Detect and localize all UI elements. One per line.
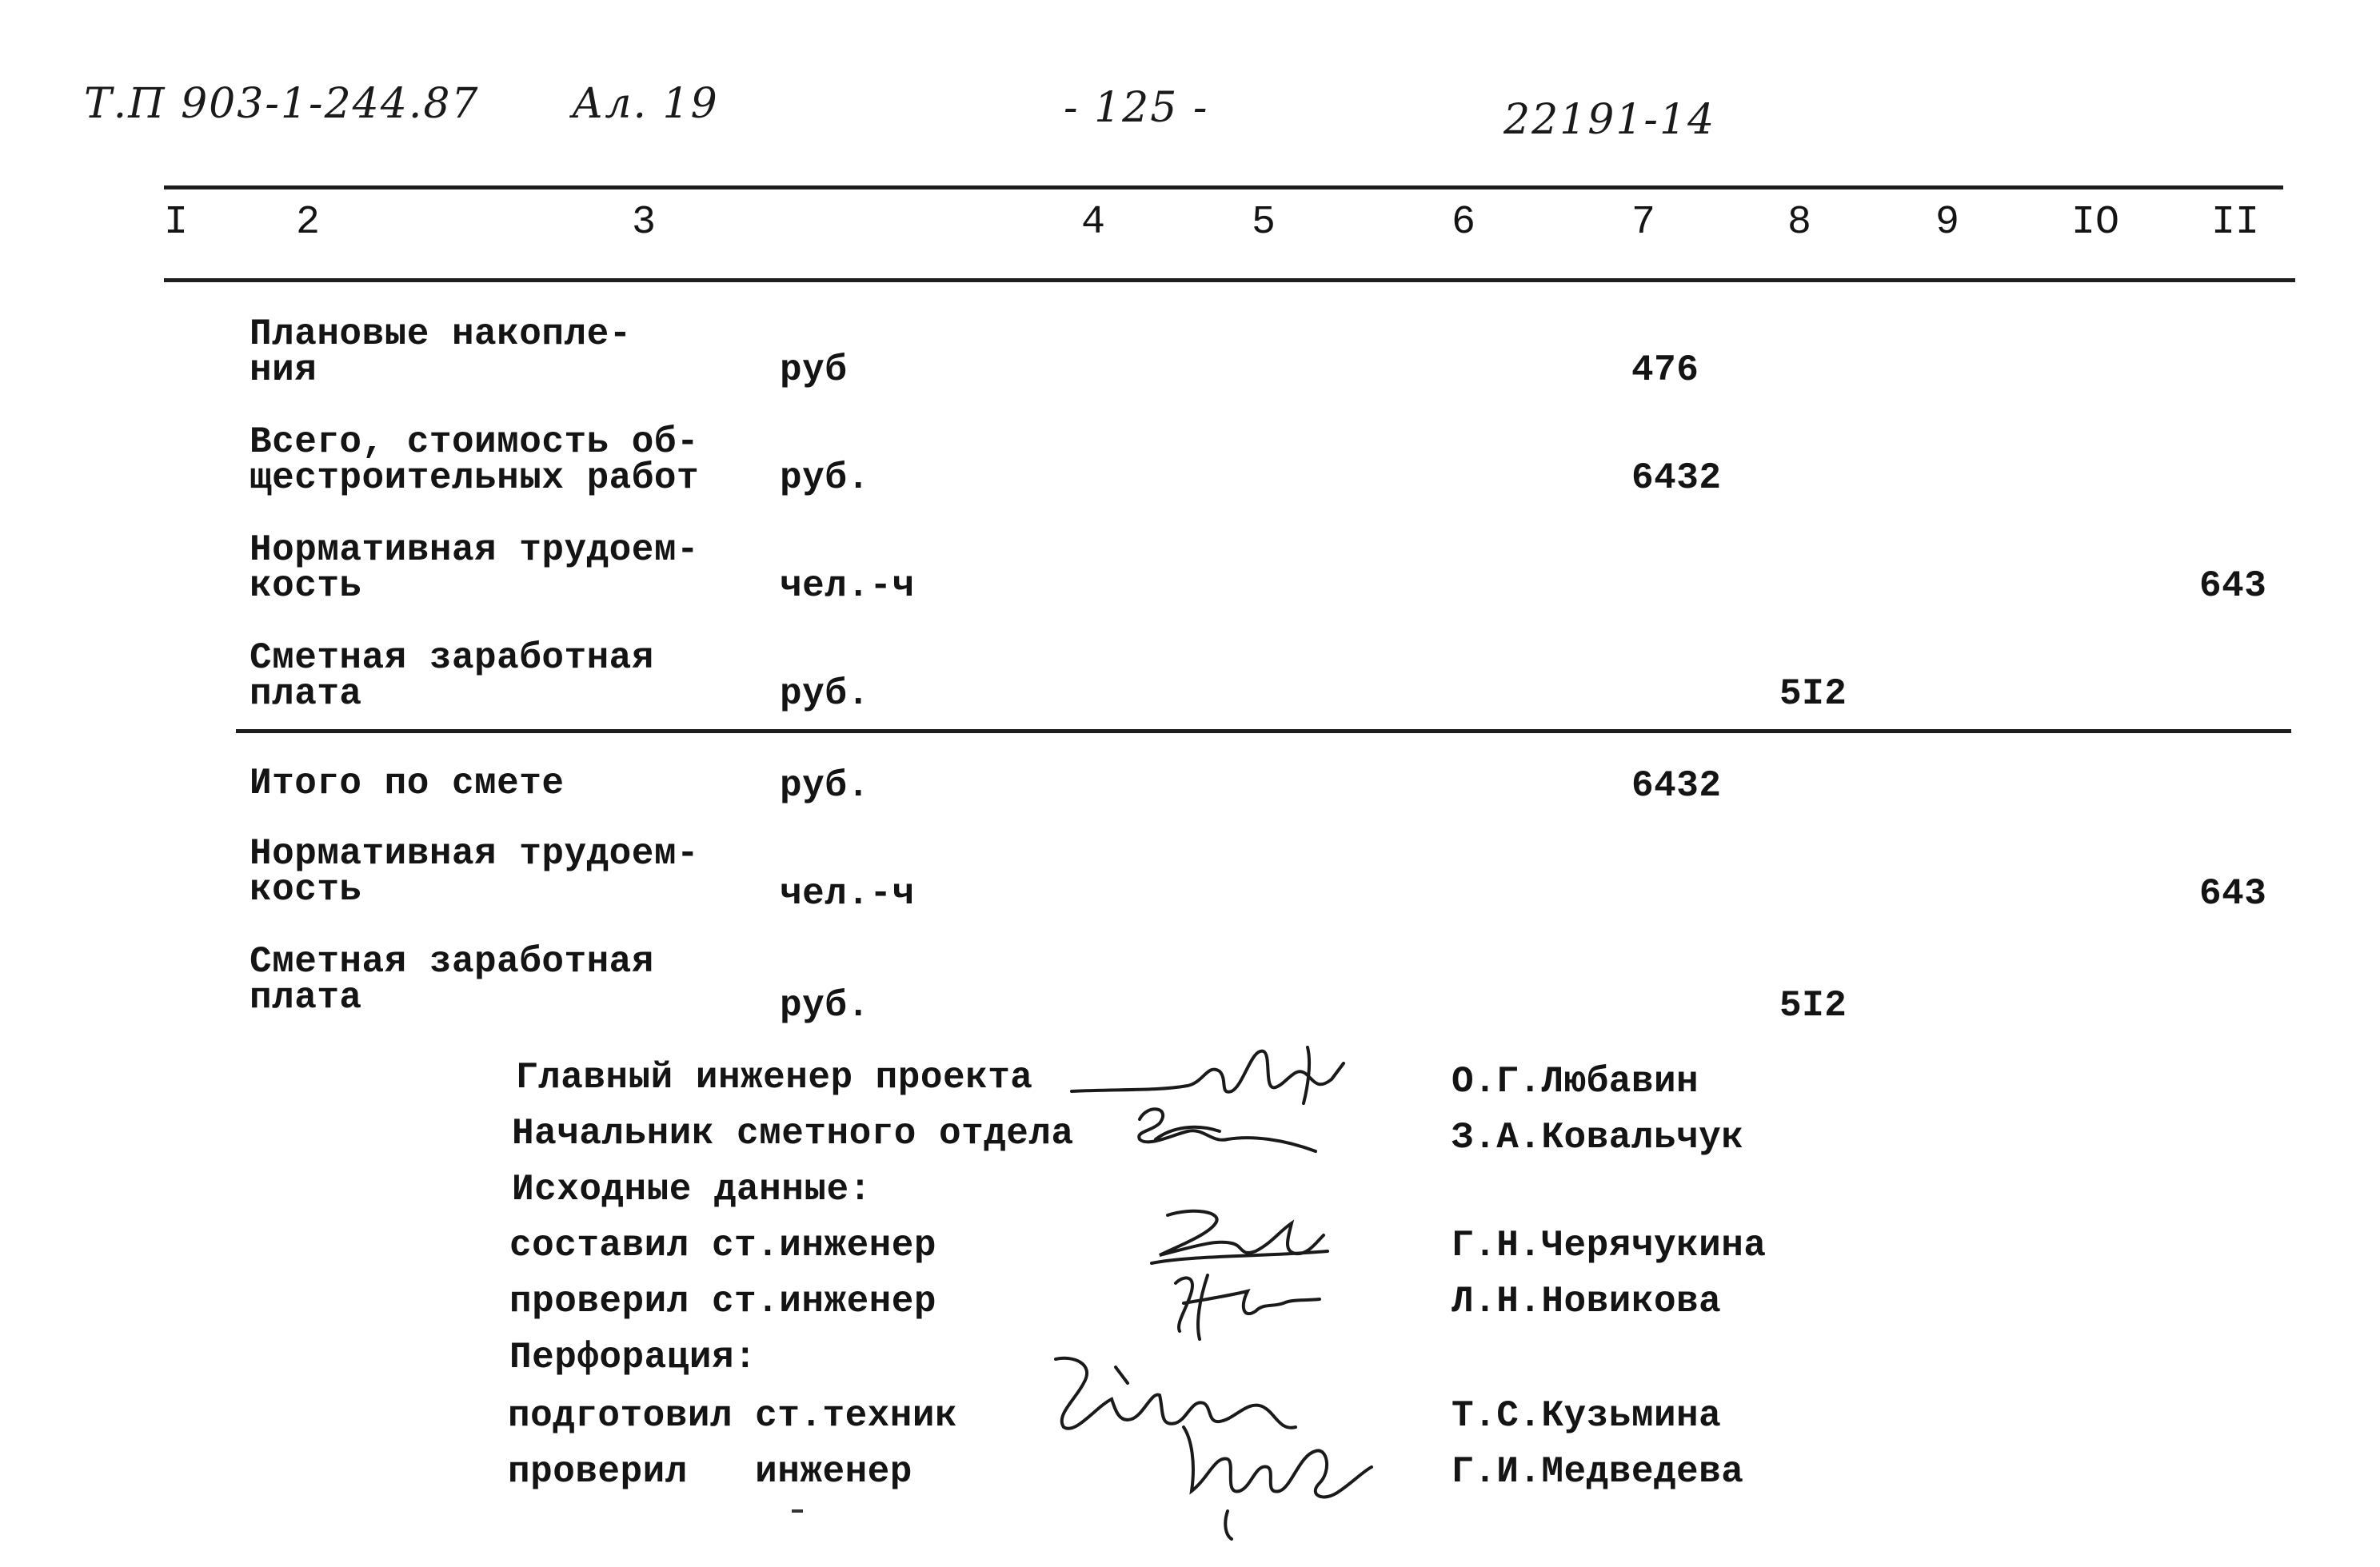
signatory-role: Начальник сметного отдела: [512, 1113, 1074, 1154]
section-label: Исходные данные:: [512, 1169, 872, 1210]
column-number: 6: [1452, 200, 1476, 245]
signatory-role: проверил инженер: [508, 1451, 912, 1493]
stray-mark: [792, 1509, 803, 1513]
column-number: IO: [2071, 200, 2120, 245]
total-unit: руб.: [780, 985, 870, 1027]
section-label: Перфорация:: [509, 1337, 757, 1378]
total-label: Итого по смете: [250, 763, 565, 804]
signatory-name: Г.Н.Черячукина: [1452, 1225, 1767, 1266]
signatory-role: составил ст.инженер: [509, 1225, 936, 1266]
total-unit: чел.-ч: [780, 873, 915, 915]
row-label-line2: щестроительных работ: [250, 457, 700, 499]
column-number: 9: [1935, 200, 1960, 245]
row-value-col7: 476: [1631, 349, 1699, 391]
row-value-col8: 5I2: [1779, 673, 1847, 715]
signatory-role: подготовил ст.техник: [508, 1395, 958, 1437]
page-number: - 125 -: [1064, 84, 1209, 132]
subtotal-rule: [236, 729, 2291, 733]
row-value-col11: 643: [2199, 565, 2267, 607]
total-value-col7: 6432: [1631, 765, 1722, 807]
total-label-line2: плата: [250, 977, 362, 1019]
signatory-name: Т.С.Кузьмина: [1452, 1395, 1722, 1437]
total-unit: руб.: [780, 765, 870, 807]
row-value-col7: 6432: [1631, 457, 1722, 499]
total-label-line2: кость: [250, 869, 362, 911]
row-label-line1: Плановые накопле-: [250, 313, 632, 355]
project-code: Т.П 903-1-244.87: [84, 80, 480, 128]
column-number: I: [164, 200, 189, 245]
table-top-rule: [164, 185, 2283, 189]
column-number: 2: [296, 200, 321, 245]
signatory-name: З.А.Ковальчук: [1452, 1117, 1744, 1158]
column-number: 8: [1787, 200, 1812, 245]
row-unit: руб.: [780, 457, 870, 499]
header-bottom-rule: [164, 278, 2295, 282]
document-number: 22191-14: [1503, 96, 1716, 144]
row-label-line2: кость: [250, 565, 362, 607]
row-label-line1: Нормативная трудоем-: [250, 529, 700, 571]
row-unit: руб: [780, 349, 848, 391]
row-unit: руб.: [780, 673, 870, 715]
signatory-name: Г.И.Медведева: [1452, 1451, 1744, 1493]
row-label-line2: ния: [250, 349, 317, 391]
signatory-name: Л.Н.Новикова: [1452, 1281, 1722, 1322]
signatory-name: О.Г.Любавин: [1452, 1061, 1699, 1102]
total-label-line1: Сметная заработная: [250, 941, 654, 983]
column-number: 4: [1081, 200, 1106, 245]
total-value-col8: 5I2: [1779, 985, 1847, 1027]
total-label-line1: Нормативная трудоем-: [250, 833, 700, 875]
sheet-number: Ал. 19: [572, 80, 719, 128]
row-unit: чел.-ч: [780, 565, 915, 607]
signature-estimate-head: [1124, 1095, 1332, 1167]
signatory-role: проверил ст.инженер: [509, 1281, 936, 1322]
row-label-line1: Всего, стоимость об-: [250, 421, 700, 463]
row-label-line2: плата: [250, 673, 362, 715]
column-number: 5: [1252, 200, 1276, 245]
total-value-col11: 643: [2199, 873, 2267, 915]
column-number: 7: [1631, 200, 1656, 245]
column-number: II: [2211, 200, 2260, 245]
column-number: 3: [632, 200, 657, 245]
row-label-line1: Сметная заработная: [250, 637, 654, 679]
signatory-role: Главный инженер проекта: [516, 1057, 1033, 1098]
signature-checked-engineer: [1168, 1415, 1376, 1543]
signature-checked-by: [1152, 1259, 1328, 1347]
